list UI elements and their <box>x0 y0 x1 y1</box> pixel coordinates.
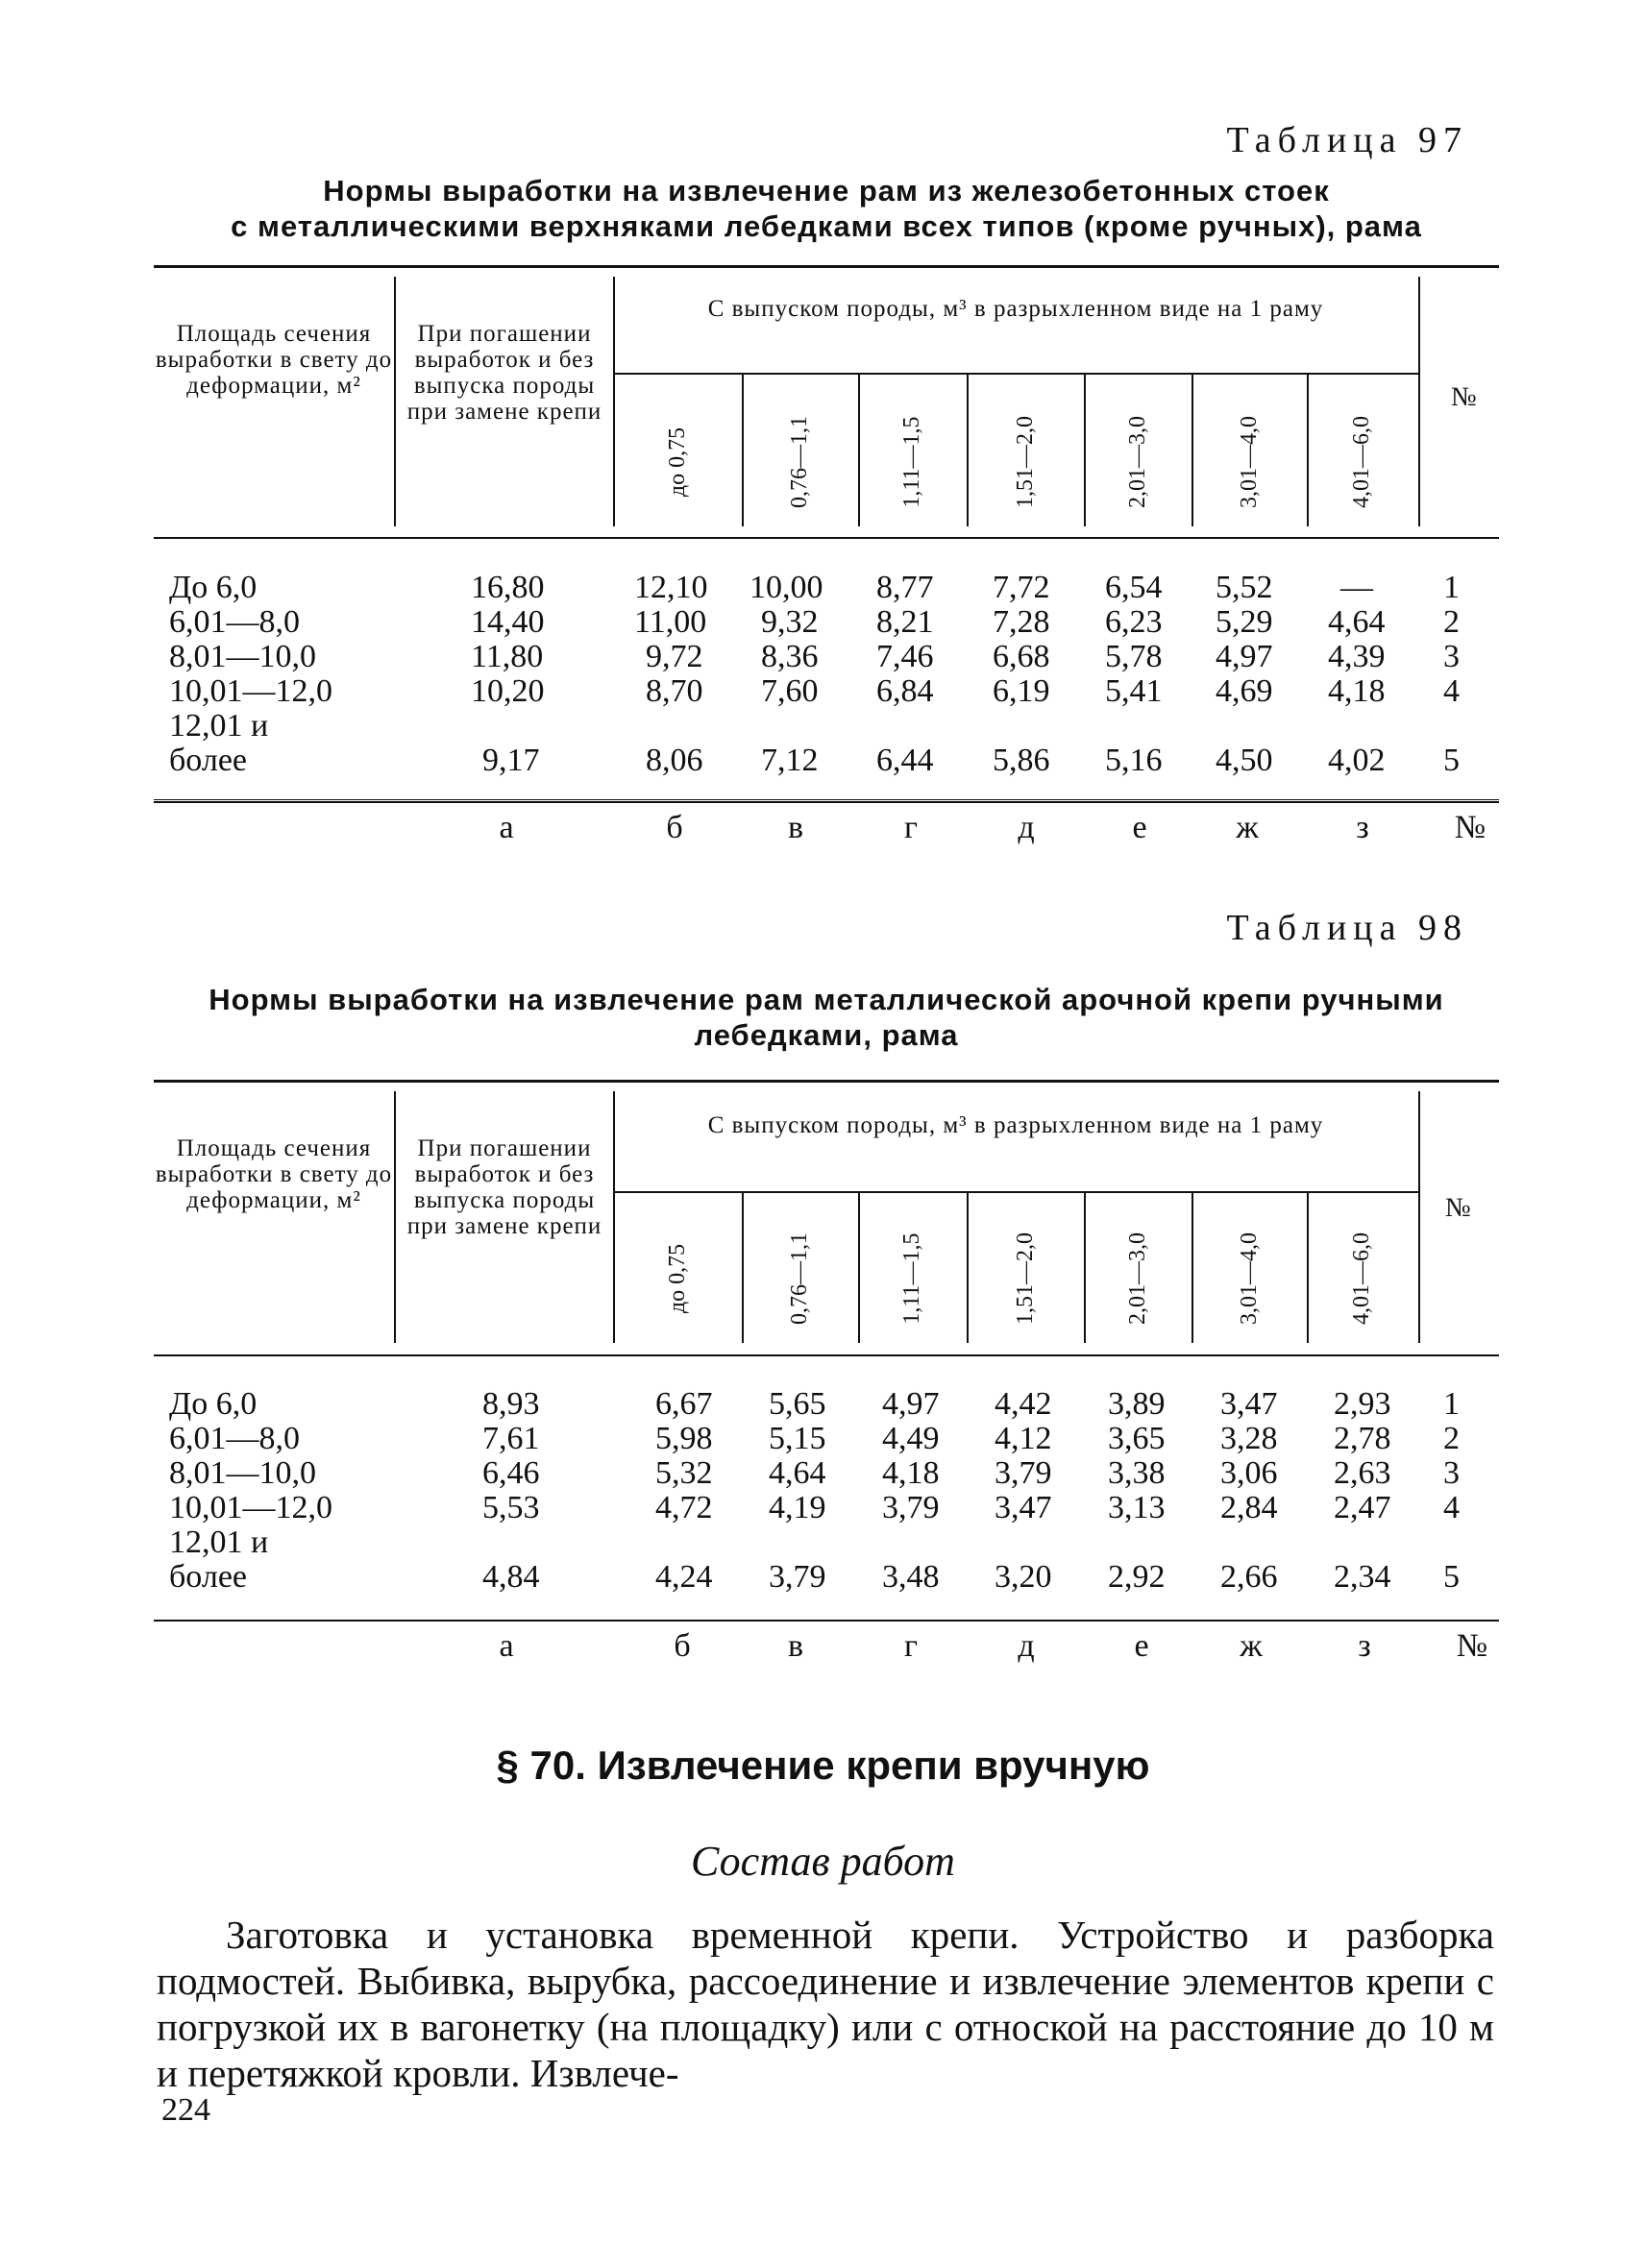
column-letter: в <box>787 810 804 845</box>
page-number: 224 <box>161 2092 210 2128</box>
cell: 9,32 <box>761 604 819 640</box>
cell: 2,63 <box>1334 1455 1391 1491</box>
table-rule <box>154 1620 1499 1622</box>
cell: 4,64 <box>769 1455 826 1491</box>
cell: 8,21 <box>876 604 934 640</box>
cell: 4,02 <box>1328 743 1386 778</box>
range-header: 4,01—6,0 <box>1349 416 1374 508</box>
row-area: До 6,0 <box>169 570 258 605</box>
table-rule <box>154 265 1499 268</box>
table-rule <box>154 537 1499 539</box>
column-letter: д <box>1018 1628 1035 1664</box>
cell: 5,86 <box>993 743 1050 778</box>
cell: 11,80 <box>471 639 544 674</box>
cell: 6,54 <box>1105 570 1163 605</box>
column-letter: з <box>1358 1628 1371 1664</box>
cell: 6,44 <box>876 743 934 778</box>
cell: 10,20 <box>471 673 545 709</box>
cell: 7,12 <box>761 743 819 778</box>
table-98-title-line2: лебедками, рама <box>694 1018 959 1052</box>
cell: 14,40 <box>471 604 545 640</box>
cell: 5,78 <box>1105 639 1163 674</box>
cell: 4,64 <box>1328 604 1386 640</box>
col-divider <box>858 1191 860 1343</box>
row-number: 3 <box>1443 1455 1460 1491</box>
group-rule <box>613 1191 1418 1193</box>
header-no: № <box>1445 1193 1471 1223</box>
cell: 7,60 <box>761 673 819 709</box>
cell: 6,46 <box>482 1455 540 1491</box>
column-letter: б <box>666 810 683 845</box>
cell: 4,97 <box>1216 639 1273 674</box>
cell: 3,47 <box>995 1490 1052 1525</box>
table-97 <box>154 265 1499 861</box>
range-header: 1,51—2,0 <box>1013 416 1038 508</box>
section-paragraph: Заготовка и установка временной крепи. Устройство и разборка подмостей. Выбивка, вырубка, рассоединение и извлечение элементов крепи с погрузкой их в вагонетку (на площадку) или с отноской на расстояние до 10 м и перетяжкой кровли. Извлече- <box>157 1913 1494 2095</box>
col-divider <box>613 277 615 526</box>
cell: 3,79 <box>882 1490 940 1525</box>
col-divider <box>858 373 860 526</box>
cell: 5,53 <box>482 1490 540 1525</box>
range-header: 3,01—4,0 <box>1237 416 1262 508</box>
header-area: Площадь сечения выработки в свету до деформации, м² <box>155 321 393 399</box>
range-header: 0,76—1,1 <box>787 1232 812 1325</box>
cell: 3,47 <box>1220 1386 1278 1422</box>
row-number: 2 <box>1443 1421 1460 1456</box>
range-header: до 0,75 <box>665 1243 690 1314</box>
col-divider <box>1418 1091 1420 1343</box>
cell: 9,17 <box>482 743 540 778</box>
cell: 3,48 <box>882 1559 940 1595</box>
row-area: 12,01 и <box>169 1524 269 1560</box>
header-no: № <box>1451 382 1477 412</box>
header-area: Площадь сечения выработки в свету до деформации, м² <box>155 1135 393 1213</box>
col-divider <box>967 373 969 526</box>
cell: 3,13 <box>1108 1490 1166 1525</box>
column-letter: а <box>499 1628 514 1664</box>
cell: 2,47 <box>1334 1490 1391 1525</box>
cell: 3,38 <box>1108 1455 1166 1491</box>
col-divider <box>742 1191 744 1343</box>
table-rule <box>154 799 1499 800</box>
range-header: 3,01—4,0 <box>1237 1232 1262 1325</box>
col-divider <box>967 1191 969 1343</box>
range-header: 4,01—6,0 <box>1349 1232 1374 1325</box>
cell: 4,97 <box>882 1386 940 1422</box>
column-letter: в <box>787 1628 804 1664</box>
cell: 6,84 <box>876 673 934 709</box>
col-divider <box>1307 373 1309 526</box>
table-97-label: Таблица 97 <box>1226 120 1468 160</box>
cell: 8,36 <box>761 639 819 674</box>
col-divider <box>1084 373 1086 526</box>
cell: 6,19 <box>993 673 1050 709</box>
cell: 8,77 <box>876 570 934 605</box>
cell: 4,18 <box>882 1455 940 1491</box>
cell: — <box>1340 570 1373 605</box>
column-letter: № <box>1454 810 1486 845</box>
row-area: 10,01—12,0 <box>169 1490 332 1525</box>
cell: 2,34 <box>1334 1559 1391 1595</box>
column-letter: д <box>1018 810 1035 845</box>
cell: 8,06 <box>646 743 703 778</box>
range-header: 2,01—3,0 <box>1125 1232 1150 1325</box>
row-number: 5 <box>1443 743 1460 778</box>
cell: 9,72 <box>646 639 703 674</box>
col-divider <box>394 1091 396 1343</box>
cell: 5,29 <box>1216 604 1273 640</box>
range-header: 0,76—1,1 <box>787 416 812 508</box>
cell: 7,61 <box>482 1421 540 1456</box>
row-area: До 6,0 <box>169 1386 258 1422</box>
table-rule <box>154 1354 1499 1356</box>
cell: 3,06 <box>1220 1455 1278 1491</box>
cell: 6,67 <box>655 1386 713 1422</box>
cell: 4,69 <box>1216 673 1273 709</box>
cell: 4,24 <box>655 1559 713 1595</box>
col-divider <box>394 277 396 526</box>
header-exit-group: С выпуском породы, м³ в разрыхленном виде на 1 раму <box>707 296 1324 322</box>
row-area: 12,01 и <box>169 708 269 744</box>
row-area: 8,01—10,0 <box>169 1455 316 1491</box>
column-letter: е <box>1132 810 1147 845</box>
col-divider <box>1192 373 1193 526</box>
cell: 4,42 <box>995 1386 1052 1422</box>
table-rule <box>154 1080 1499 1083</box>
table-98-title-line1: Нормы выработки на извлечение рам металлической арочной крепи ручными <box>209 983 1444 1016</box>
cell: 12,10 <box>634 570 708 605</box>
table-98 <box>154 1080 1499 1675</box>
cell: 2,93 <box>1334 1386 1391 1422</box>
row-area: 6,01—8,0 <box>169 1421 300 1456</box>
cell: 5,65 <box>769 1386 826 1422</box>
column-letter: ж <box>1240 1628 1263 1664</box>
header-no-exit: При погашении выработок и без выпуска породы при замене крепи <box>406 1135 602 1239</box>
cell: 10,00 <box>749 570 823 605</box>
col-divider <box>1192 1191 1193 1343</box>
cell: 4,50 <box>1216 743 1273 778</box>
cell: 6,23 <box>1105 604 1163 640</box>
cell: 4,18 <box>1328 673 1386 709</box>
range-header: до 0,75 <box>665 427 690 498</box>
cell: 4,72 <box>655 1490 713 1525</box>
cell: 5,52 <box>1216 570 1273 605</box>
table-rule <box>154 801 1499 803</box>
col-divider <box>742 373 744 526</box>
row-number: 3 <box>1443 639 1460 674</box>
cell: 3,79 <box>995 1455 1052 1491</box>
col-divider <box>1084 1191 1086 1343</box>
column-letter: б <box>674 1628 691 1664</box>
row-number: 2 <box>1443 604 1460 640</box>
cell: 4,49 <box>882 1421 940 1456</box>
cell: 2,92 <box>1108 1559 1166 1595</box>
section-subtitle: Состав работ <box>691 1838 955 1885</box>
row-area: 6,01—8,0 <box>169 604 300 640</box>
cell: 5,15 <box>769 1421 826 1456</box>
cell: 5,98 <box>655 1421 713 1456</box>
cell: 5,32 <box>655 1455 713 1491</box>
table-98-label: Таблица 98 <box>1226 908 1468 948</box>
cell: 2,84 <box>1220 1490 1278 1525</box>
group-rule <box>613 373 1418 375</box>
section-title: § 70. Извлечение крепи вручную <box>496 1743 1150 1788</box>
table-97-title <box>154 173 1499 244</box>
row-number: 1 <box>1443 570 1460 605</box>
cell: 3,89 <box>1108 1386 1166 1422</box>
column-letter: г <box>904 1628 918 1664</box>
cell: 3,65 <box>1108 1421 1166 1456</box>
row-number: 5 <box>1443 1559 1460 1595</box>
cell: 7,28 <box>993 604 1050 640</box>
header-exit-group: С выпуском породы, м³ в разрыхленном виде на 1 раму <box>707 1112 1324 1138</box>
cell: 2,66 <box>1220 1559 1278 1595</box>
column-letter: ж <box>1236 810 1259 845</box>
col-divider <box>613 1091 615 1343</box>
column-letter: е <box>1134 1628 1149 1664</box>
row-area: 10,01—12,0 <box>169 673 332 709</box>
cell: 8,93 <box>482 1386 540 1422</box>
cell: 16,80 <box>471 570 545 605</box>
table-98-title <box>154 982 1499 1053</box>
column-letter: № <box>1456 1628 1488 1664</box>
range-header: 2,01—3,0 <box>1125 416 1150 508</box>
column-letter: а <box>499 810 514 845</box>
row-number: 4 <box>1443 1490 1460 1525</box>
row-area: более <box>169 743 247 778</box>
col-divider <box>1418 277 1420 526</box>
cell: 8,70 <box>646 673 703 709</box>
cell: 4,39 <box>1328 639 1386 674</box>
column-letter: г <box>904 810 918 845</box>
cell: 4,84 <box>482 1559 540 1595</box>
cell: 5,41 <box>1105 673 1163 709</box>
cell: 7,72 <box>993 570 1050 605</box>
cell: 3,20 <box>995 1559 1052 1595</box>
cell: 11,00 <box>634 604 707 640</box>
cell: 3,28 <box>1220 1421 1278 1456</box>
cell: 7,46 <box>876 639 934 674</box>
column-letter: з <box>1356 810 1369 845</box>
col-divider <box>1307 1191 1309 1343</box>
cell: 4,12 <box>995 1421 1052 1456</box>
range-header: 1,11—1,5 <box>899 1232 924 1325</box>
table-97-title-line2: с металлическими верхняками лебедками всех типов (кроме ручных), рама <box>231 209 1422 243</box>
range-header: 1,51—2,0 <box>1013 1232 1038 1325</box>
cell: 4,19 <box>769 1490 826 1525</box>
cell: 3,79 <box>769 1559 826 1595</box>
range-header: 1,11—1,5 <box>899 416 924 508</box>
cell: 2,78 <box>1334 1421 1391 1456</box>
table-97-title-line1: Нормы выработки на извлечение рам из железобетонных стоек <box>323 174 1330 207</box>
cell: 5,16 <box>1105 743 1163 778</box>
row-area: 8,01—10,0 <box>169 639 316 674</box>
row-number: 4 <box>1443 673 1460 709</box>
cell: 6,68 <box>993 639 1050 674</box>
row-area: более <box>169 1559 247 1595</box>
row-number: 1 <box>1443 1386 1460 1422</box>
header-no-exit: При погашении выработок и без выпуска породы при замене крепи <box>406 321 602 425</box>
